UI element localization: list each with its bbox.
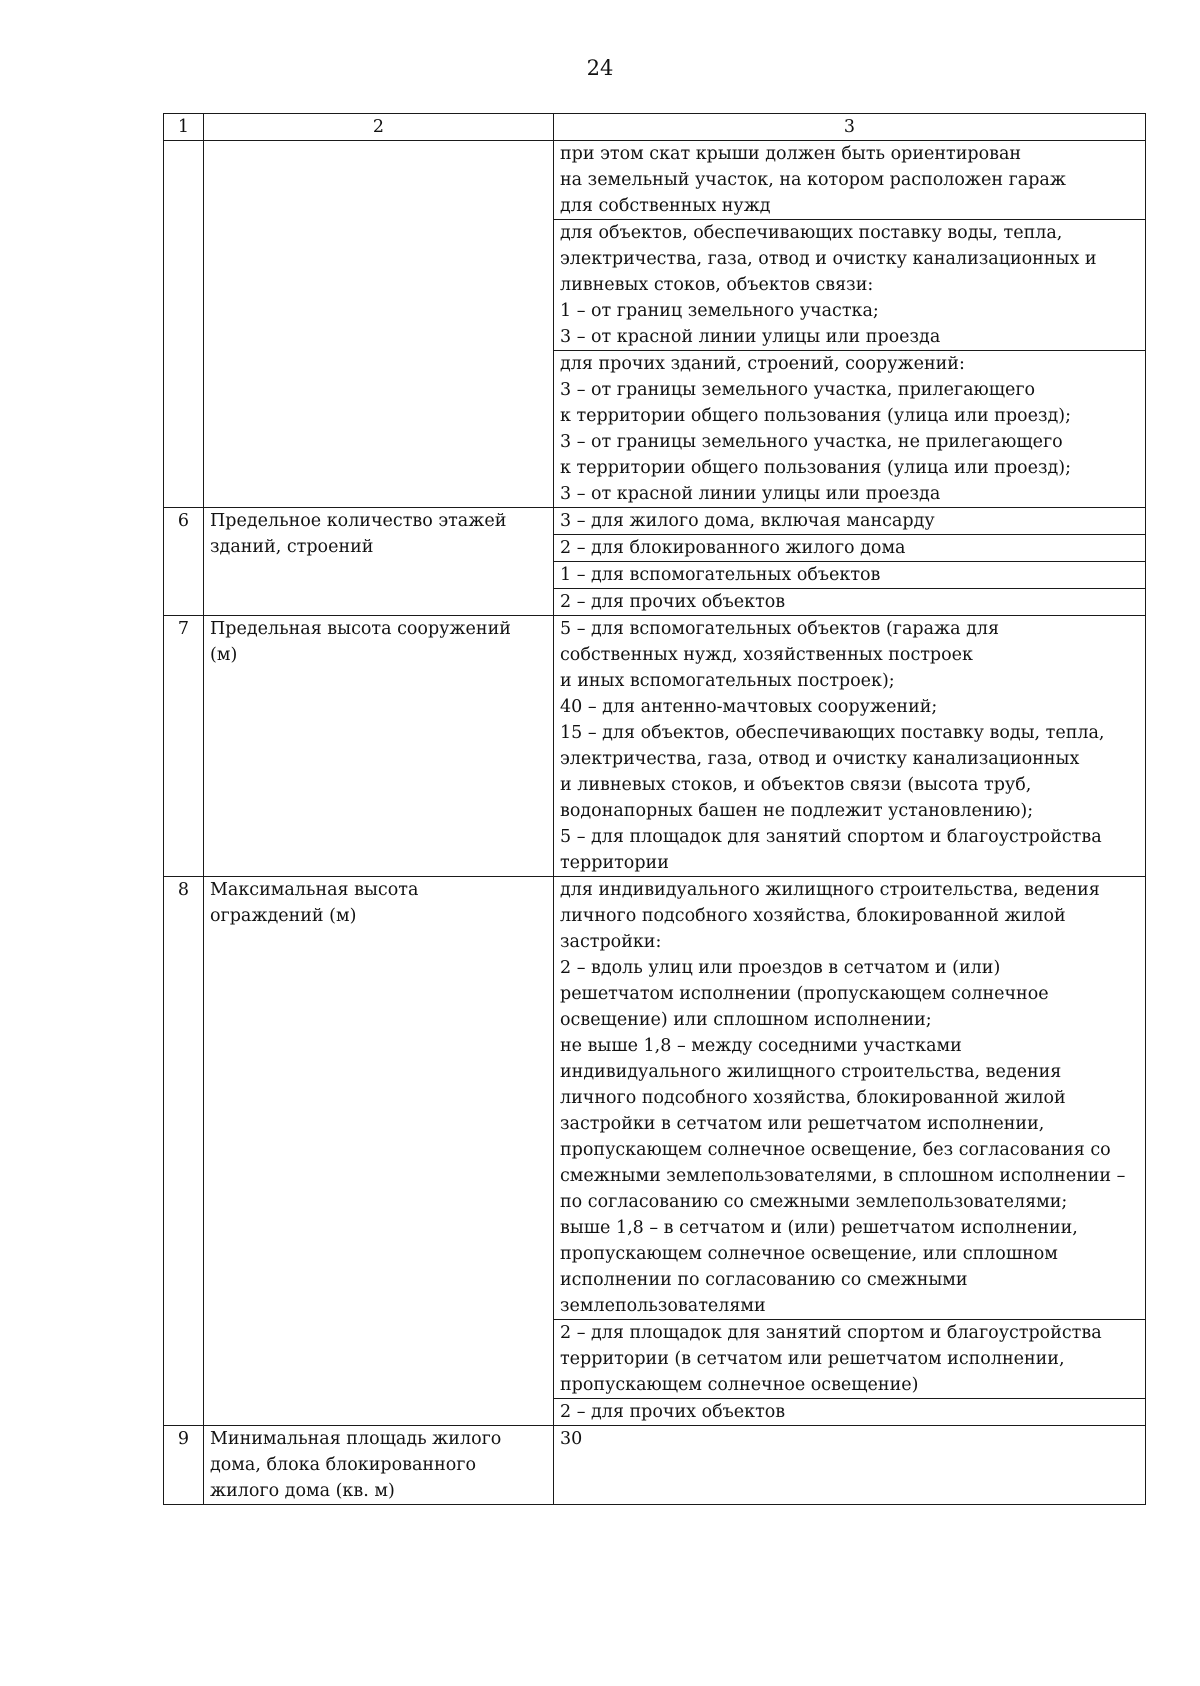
parameter-value-line: по согласованию со смежными землепользователями;: [560, 1192, 1068, 1212]
parameter-name-line: жилого дома (кв. м): [210, 1481, 395, 1501]
parameter-value-line: территории (в сетчатом или решетчатом исполнении,: [560, 1349, 1065, 1369]
parameter-value-line: 2 – для прочих объектов: [560, 1402, 786, 1422]
table-row: [164, 141, 1146, 220]
parameter-value-line: к территории общего пользования (улица или проезд);: [560, 458, 1071, 478]
parameter-value-line: электричества, газа, отвод и очистку канализационных и: [560, 249, 1097, 269]
parameter-name: [204, 616, 554, 877]
row-number: 9: [164, 1426, 204, 1505]
parameter-value-line: 3 – для жилого дома, включая мансарду: [560, 511, 935, 531]
parameter-value-line: пропускающем солнечное освещение, без согласования со: [560, 1140, 1111, 1160]
parameter-value-line: застройки:: [560, 932, 662, 952]
parameter-name-line: (м): [210, 645, 238, 665]
table-row: [164, 616, 1146, 877]
parameter-name: [204, 1426, 554, 1505]
parameter-name-line: зданий, строений: [210, 537, 374, 557]
parameter-name-line: дома, блока блокированного: [210, 1455, 476, 1475]
parameter-value-line: индивидуального жилищного строительства, ведения: [560, 1062, 1062, 1082]
parameter-name-line: Минимальная площадь жилого: [210, 1429, 502, 1449]
row-number: 7: [164, 616, 204, 877]
parameter-value-line: к территории общего пользования (улица или проезд);: [560, 406, 1071, 426]
parameter-value-line: и иных вспомогательных построек);: [560, 671, 895, 691]
parameter-value-line: 2 – для площадок для занятий спортом и благоустройства: [560, 1323, 1102, 1343]
parameter-value: [554, 1320, 1146, 1399]
parameter-value-line: не выше 1,8 – между соседними участками: [560, 1036, 962, 1056]
parameter-value: [554, 351, 1146, 508]
parameter-value-line: решетчатом исполнении (пропускающем солнечное: [560, 984, 1049, 1004]
parameter-value-line: личного подсобного хозяйства, блокированной жилой: [560, 906, 1066, 926]
row-number: [164, 141, 204, 508]
parameter-name: [204, 508, 554, 616]
table-row: [164, 1426, 1146, 1505]
parameter-value-line: для собственных нужд: [560, 196, 771, 216]
parameter-value-line: при этом скат крыши должен быть ориентирован: [560, 144, 1022, 164]
parameter-value: [554, 220, 1146, 351]
parameter-value-line: собственных нужд, хозяйственных построек: [560, 645, 973, 665]
parameter-value-line: 2 – для блокированного жилого дома: [560, 538, 906, 558]
parameter-value: [554, 877, 1146, 1320]
parameter-value-line: 2 – для прочих объектов: [560, 592, 786, 612]
parameter-value: [554, 1399, 1146, 1426]
parameter-value: [554, 141, 1146, 220]
parameter-value-line: смежными землепользователями, в сплошном исполнении –: [560, 1166, 1126, 1186]
regulations-table: [163, 113, 1146, 1505]
parameter-value: [554, 508, 1146, 535]
parameter-name: [204, 141, 554, 508]
parameter-value-line: 2 – вдоль улиц или проездов в сетчатом и (или): [560, 958, 1001, 978]
parameter-value: [554, 562, 1146, 589]
parameter-value-line: 40 – для антенно-мачтовых сооружений;: [560, 697, 938, 717]
parameter-value-line: исполнении по согласованию со смежными: [560, 1270, 968, 1290]
parameter-value-line: застройки в сетчатом или решетчатом исполнении,: [560, 1114, 1045, 1134]
parameter-value-line: электричества, газа, отвод и очистку канализационных: [560, 749, 1080, 769]
parameter-value-line: выше 1,8 – в сетчатом и (или) решетчатом исполнении,: [560, 1218, 1078, 1238]
page-number: 24: [586, 56, 614, 80]
parameter-value-line: 3 – от красной линии улицы или проезда: [560, 327, 941, 347]
parameter-value: [554, 535, 1146, 562]
parameter-value: [554, 616, 1146, 877]
parameter-value-line: 5 – для вспомогательных объектов (гаража для: [560, 619, 1000, 639]
parameter-name-line: Максимальная высота: [210, 880, 419, 900]
parameter-value-line: личного подсобного хозяйства, блокированной жилой: [560, 1088, 1066, 1108]
parameter-value-line: водонапорных башен не подлежит установлению);: [560, 801, 1034, 821]
header-cell-1: 1: [164, 114, 204, 141]
parameter-name-line: ограждений (м): [210, 906, 357, 926]
parameter-value-line: 3 – от красной линии улицы или проезда: [560, 484, 941, 504]
parameter-value-line: 1 – для вспомогательных объектов: [560, 565, 881, 585]
parameter-name-line: Предельная высота сооружений: [210, 619, 511, 639]
parameter-value: [554, 1426, 1146, 1505]
row-number: 8: [164, 877, 204, 1426]
parameter-value-line: территории: [560, 853, 669, 873]
parameter-value-line: 30: [560, 1429, 583, 1449]
parameter-value-line: на земельный участок, на котором расположен гараж: [560, 170, 1066, 190]
parameter-value-line: и ливневых стоков, и объектов связи (высота труб,: [560, 775, 1032, 795]
header-row: [164, 114, 1146, 141]
parameter-value-line: освещение) или сплошном исполнении;: [560, 1010, 932, 1030]
table-row: [164, 877, 1146, 1320]
parameter-name-line: Предельное количество этажей: [210, 511, 507, 531]
row-number: 6: [164, 508, 204, 616]
parameter-value-line: пропускающем солнечное освещение): [560, 1375, 919, 1395]
parameter-value-line: 3 – от границы земельного участка, не прилегающего: [560, 432, 1063, 452]
table-row: [164, 508, 1146, 535]
header-cell-2: 2: [204, 114, 554, 141]
parameter-value-line: землепользователями: [560, 1296, 766, 1316]
parameter-value-line: 3 – от границы земельного участка, прилегающего: [560, 380, 1036, 400]
header-cell-3: 3: [554, 114, 1146, 141]
parameter-value-line: ливневых стоков, объектов связи:: [560, 275, 874, 295]
parameter-value-line: для прочих зданий, строений, сооружений:: [560, 354, 965, 374]
parameter-value-line: 15 – для объектов, обеспечивающих поставку воды, тепла,: [560, 723, 1105, 743]
parameter-value: [554, 589, 1146, 616]
parameter-value-line: для индивидуального жилищного строительства, ведения: [560, 880, 1100, 900]
parameter-value-line: 1 – от границ земельного участка;: [560, 301, 879, 321]
parameter-value-line: для объектов, обеспечивающих поставку воды, тепла,: [560, 223, 1063, 243]
parameter-value-line: 5 – для площадок для занятий спортом и благоустройства: [560, 827, 1102, 847]
parameter-value-line: пропускающем солнечное освещение, или сплошном: [560, 1244, 1058, 1264]
parameter-name: [204, 877, 554, 1426]
